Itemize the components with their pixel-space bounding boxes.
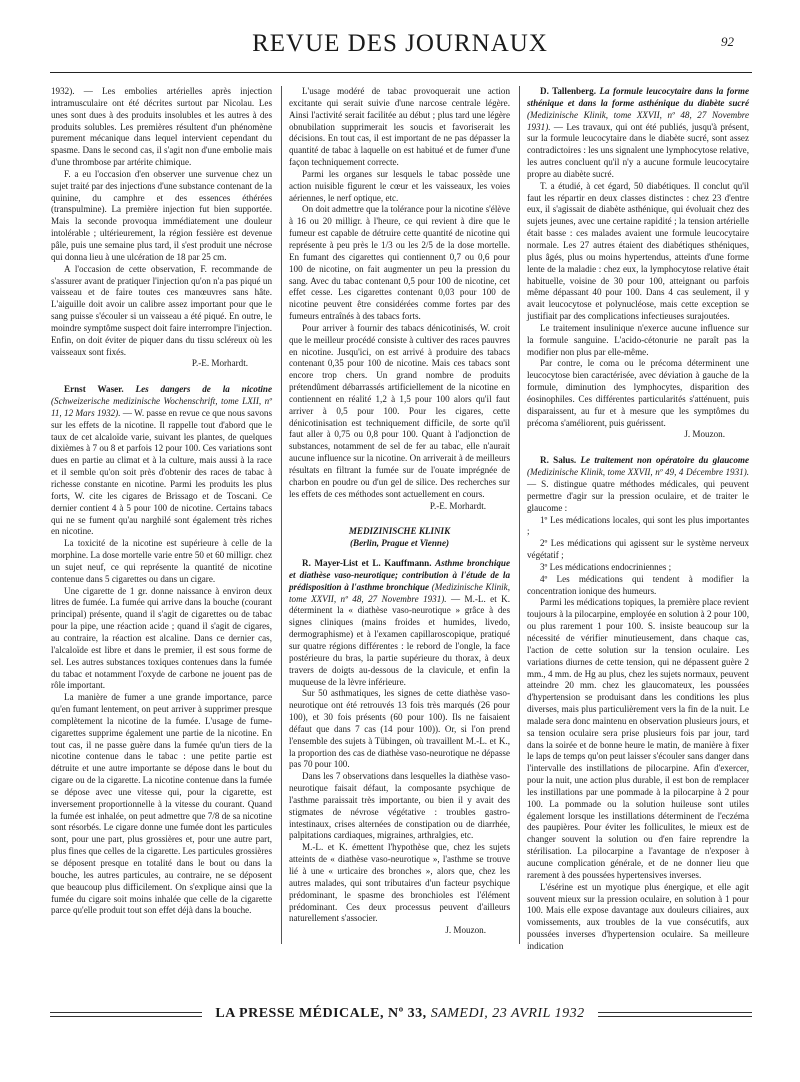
paragraph: Sur 50 asthmatiques, les signes de cette diathèse vaso-neurotique ont été retrouvés 13 fois très marqués (26 pour 100), et 30 fois présents (60 pour 100). Ils ne faisaient défaut que dans 7 cas (14 pour 100)). Or, si l'on prend l'ensemble des sujets à Tübingen, où travaillent M.-L. et K., la proportion des cas de diathèse vaso-neurotique ne dépasse pas 70 pour 100.: [289, 688, 510, 770]
article-title: La formule leucocytaire dans la forme sthénique et dans la forme asthénique du diabète sucré: [527, 86, 750, 108]
article-title: Asthme bronchique et diathèse vaso-neurotique; contribution à l'étude de la prédisposition à l'asthme bronchique: [289, 558, 510, 592]
column-3: [527, 86, 749, 953]
paragraph: Parmi les médications topiques, la première place revient toujours à la pilocarpine, employée en solution à 2 pour 100, ou plus rarement 1 pour 100. S. insiste beaucoup sur la nécessité de vérifier minutieusement, dans chaque cas, l'action de cette solution sur la tension oculaire. Les variations diurnes de cette tension, qui ne dépassent guère 2 mm., 4 mm. de Hg au plus, chez les sujets normaux, peuvent atteindre 20 mm. chez les glaucomateux, les poussées d'hypertension se produisant dans les conditions les plus diverses, mais plus particulièrement vers la fin de la nuit. Le malade sera donc maintenu en observation plusieurs jours, et sa tension oculaire sera prise plusieurs fois par jour, tard dans la soirée et de bonne heure le matin, de manière à fixer le laps de temps qu'on peut laisser s'écouler sans danger dans l'intervalle des instillations de pilocarpine. Afin d'exercer, pour la nuit, une action plus durable, il est bon de remplacer les instillations par une pommade à la pilocarpine à 2 pour 100. La pommade ou la solution huileuse sont utiles également lorsque les instillations déterminent de l'eczéma des paupières. Pour éviter les folliculites, le mieux est de changer souvent la solution ou d'en faire reprendre la stérilisation. La pilocarpine a l'avantage de n'exposer à aucune complication générale, et de ne donner lieu que rarement à des poussées hypertensives inverses.: [527, 597, 749, 880]
article-paragraph: [289, 558, 510, 688]
article-paragraph: [527, 455, 749, 514]
section-subtitle: (Berlin, Prague et Vienne): [349, 538, 450, 549]
paragraph: T. a étudié, à cet égard, 50 diabétiques. Il conclut qu'il faut les répartir en deux classes distinctes : chez 23 d'entre eux, il s'agissait de diabète asthénique, qui évoluait chez des sujets jeunes, avec une certaine rapidité ; la tension artérielle était basse : ces malades avaient une formule leucocytaire normale. Les 27 autres étaient des diabétiques sthéniques, plus âgés, plus ou moins hypertendus, atteints d'une forme lente de la maladie : chez eux, la lymphocytose relative était habituelle, voisine de 30 pour 100, atteignant ou parfois même dépassant 40 pour 100. Dans 4 cas seulement, il y avait leucocytose et polynucléose, mais cette exception se justifiait par des complications infectieuses surajoutées.: [527, 180, 749, 322]
article-paragraph: [51, 384, 272, 538]
paragraph: — M.-L. et K. déterminent la « diathèse vaso-neurotique » grâce à des signes cliniques (mains froides et humides, livedo, dermographisme) et à l'examen capillaroscopique, pratiqué sur quatre régions différentes : le rebord de l'ongle, la face postérieure du bras, la partie supérieure du thorax, à deux travers de doigts au-dessous de la clavicule, et enfin la muqueuse de la lèvre inférieure.: [289, 593, 510, 687]
paragraph: Par contre, le coma ou le précoma déterminent une leucocytose bien caractérisée, avec déviation à gauche de la formule, diminution des lymphocytes, disparition des éosinophiles. Ces différentes particularités s'atténuent, puis disparaissent, au fur et à mesure que les symptômes du précoma s'améliorent, puis guérissent.: [527, 358, 749, 428]
signature: P.-E. Morhardt.: [191, 358, 248, 369]
paragraph: Parmi les organes sur lesquels le tabac possède une action nuisible figurent le cœur et les vaisseaux, les voies aériennes, le nerf optique, etc.: [289, 168, 510, 203]
paragraph: M.-L. et K. émettent l'hypothèse que, chez les sujets atteints de « diathèse vaso-neurotique », l'asthme se trouve lié à une « urticaire des bronches », alors que, chez les autres malades, qui sont tributaires d'un facteur psychique prédominant, le spasme des bronchioles est l'élément prédominant. Ces deux processus peuvent d'ailleurs naturellement s'associer.: [289, 842, 510, 924]
page-header: [0, 26, 800, 70]
paragraph: Pour arriver à fournir des tabacs dénicotinisés, W. croit que le meilleur procédé consiste à cultiver des races pauvres en nicotine. Jusqu'ici, on est arrivé à produire des tabacs contenant 0,35 pour 100 de nicotine. Mais ces tabacs sont encore trop chers. Un grand nombre de produits prétendûment débarrassés artificiellement de la nicotine en contiennent en réalité 1,2 à 1,5 pour 100 alors qu'il faut arriver à 0,5 pour 100. Pour les cigares, cette dénicotinisation est techniquement difficile, de sorte qu'il faut aller à 0,75 ou 0,8 pour 100. Quant à l'adjonction de substances, notamment de sel de fer au tabac, elle n'aurait aucune influence sur la nicotine. On arriverait à de meilleurs résultats en filtrant la fumée sur de l'ouate imprégnée de charbon en poudre ou d'un gel de silice. Des recherches sur les effets de ces méthodes sont actuellement en cours.: [289, 322, 510, 499]
article-reference: (Schweizerische medizinische Wochenschrift, tome LXII, nº 11, 12 Mars 1932).: [51, 396, 272, 418]
paragraph: A l'occasion de cette observation, F. recommande de s'assurer avant de pratiquer l'injection qu'on n'a pas piqué un vaisseau et de faire toutes ces manœuvres sans hâte. L'aiguille doit avoir un calibre assez important pour que le sang puisse s'écouler si un vaisseau a été piqué. En outre, le moindre symptôme suspect doit faire interrompre l'injection. Enfin, on doit éviter de piquer dans du tissu scléreux où les vaisseaux sont fixés.: [51, 263, 272, 357]
journal-section-title: REVUE DES JOURNAUX: [252, 30, 548, 57]
paragraph: — Les travaux, qui ont été publiés, jusqu'à présent, sur la formule leucocytaire dans le diabète sucré, sont assez contradictoires : les uns signalent une lymphocytose relative, les autres concluent qu'il n'y a aucune formule leucocytaire propre au diabète sucré.: [527, 121, 750, 179]
column-2: [289, 86, 510, 951]
list-item: 1º Les médications locales, qui sont les plus importantes ;: [527, 514, 749, 537]
footer-date: SAMEDI, 23 AVRIL 1932: [430, 1006, 585, 1021]
paragraph: La toxicité de la nicotine est supérieure à celle de la morphine. La dose mortelle varie entre 50 et 60 milligr. chez un sujet neuf, ce qui représente la quantité de nicotine contenue dans 5 cigarettes ou dans un cigare.: [51, 538, 272, 584]
paragraph: Le traitement insulinique n'exerce aucune influence sur la formule sanguine. L'acido-cétonurie ne paraît pas la modifier non plus par elle-même.: [527, 322, 749, 357]
column-divider: [281, 86, 282, 944]
article-author: Ernst Waser.: [64, 384, 124, 395]
footer-journal: LA PRESSE MÉDICALE, Nº 33,: [215, 1006, 427, 1021]
footer-text: [0, 1006, 800, 1022]
article-title: Le traitement non opératoire du glaucome: [580, 455, 749, 466]
article-author: R. Salus.: [540, 455, 577, 466]
paragraph: L'usage modéré de tabac provoquerait une action excitante qui serait suivie d'une narcose centrale légère. Ainsi l'activité serait facilitée au début ; plus tard une légère obnubilation supprimerait les soucis et favoriserait les décisions. En tout cas, il est important de ne pas dépasser la quantité de tabac à laquelle on est habitué et de fumer d'une façon techniquement correcte.: [289, 86, 510, 168]
article-author: R. Mayer-List et L. Kauffmann.: [302, 558, 432, 569]
paragraph: — S. distingue quatre méthodes médicales, qui peuvent permettre d'agir sur la pression oculaire, et de traiter le glaucome :: [527, 479, 749, 513]
paragraph: L'ésérine est un myotique plus énergique, et elle agit souvent mieux sur la pression oculaire, en solution à 1 pour 100. Mais elle expose davantage aux douleurs ciliaires, aux vomissements, aux troubles de la vue consécutifs, aux poussées inverses d'hypertension oculaire. Sa meilleure indication: [527, 881, 749, 951]
article-reference: (Medizinische Klinik, tome XXVII, nº 48, 27 Novembre 1931).: [527, 109, 749, 132]
paragraph: La manière de fumer a une grande importance, parce qu'en fumant lentement, on peut arriver à supprimer presque complètement la nicotine de la fumée. L'usage de fume-cigarettes supprime également une partie de la nicotine. En tout cas, il ne passe guère dans la fumée qu'un tiers de la nicotine contenue dans le tabac : une petite partie est détruite et une autre importante se dépose dans le bout du cigare ou de la cigarette. La nicotine contenue dans la fumée se dépose avec une vitesse qui, pour la cigarette, est inversement proportionnelle à la vitesse du courant. Quand la fumée est inhalée, on peut admettre que 7/8 de sa nicotine sont résorbés. Le cigare donne une fumée dont les particules sont, pour une part, plus grossières et, pour une autre part, plus fines que celles de la cigarette. Les particules grossières se déposent presque en totalité dans le bout ou dans la bouche, les autres particules, au contraire, ne se déposent que beaucoup plus difficilement. On s'explique ainsi que la fumée du cigare soit moins inhalée que celle de la cigarette parce qu'elle produit tout son effet déjà dans la bouche.: [51, 692, 272, 916]
signature: J. Mouzon.: [684, 429, 725, 440]
article-reference: (Medizinische Klinik, tome XXVII, nº 49, 4 Décembre 1931).: [527, 467, 749, 478]
section-title: MEDIZINISCHE KLINIK: [348, 526, 451, 537]
paragraph: F. a eu l'occasion d'en observer une survenue chez un sujet traité par des injections d'une substance contenant de la quinine, du camphre et des essences éthérées (transpulmine). La première injection fut bien supportée. Mais la seconde provoqua immédiatement une douleur intolérable ; ultérieurement, la région fessière est devenue pâle, puis une semaine plus tard, il s'est produit une nécrose qui donna lieu à une ulcération de 18 par 25 cm.: [51, 168, 272, 262]
list-item: 3º Les médications endocriniennes ;: [540, 561, 672, 572]
article-title: Les dangers de la nicotine: [135, 384, 272, 395]
header-rule: [50, 72, 752, 73]
paragraph: 1932). — Les embolies artérielles après injection intramusculaire ont été décrites surtout par Nicolau. Les unes sont dues à des produits insolubles et les autres à des produits solubles. Les premières résultent d'un phénomène purement mécanique dans lequel intervient cependant du spasme. Dans le second cas, il s'agit non d'une embolie mais d'une thrombose par artérite chimique.: [51, 86, 272, 168]
page-footer: [0, 1006, 800, 1030]
paragraph: On doit admettre que la tolérance pour la nicotine s'élève à 16 ou 20 milligr. à l'heure, ce qui revient à dire que le fumeur est capable de détruire cette quantité de nicotine qui représente à peu près le 1/3 ou les 2/5 de la dose mortelle. En fumant des cigarettes qui contiennent 0,7 ou 0,6 pour 100 de nicotine, on fait augmenter un peu la pression du sang. Avec du tabac contenant 0,5 pour 100 de nicotine, cet effet cesse. Les cigarettes contenant 0,03 pour 100 de nicotine peuvent être considérées comme fortes par des fumeurs entraînés à des tabacs forts.: [289, 204, 510, 322]
column-1: [51, 86, 272, 917]
signature: P.-E. Morhardt.: [429, 500, 486, 511]
page-number: 92: [721, 34, 734, 49]
signature: J. Mouzon.: [445, 925, 486, 936]
list-item: 4º Les médications qui tendent à modifier la concentration ionique des humeurs.: [527, 573, 749, 596]
list-item: 2º Les médications qui agissent sur le système nerveux végétatif ;: [527, 538, 749, 561]
article-paragraph: [527, 86, 749, 181]
paragraph: — W. passe en revue ce que nous savons sur les effets de la nicotine. Il rappelle tout d'abord que le taux de cet alcaloïde varie, suivant les plantes, de quelques dixièmes à 7 ou 8 et parfois 12 pour 100. Ces variations sont dues en partie au climat et à la culture, mais aussi à la race et il semble qu'on soit près d'obtenir des races de tabac à richesse constante en nicotine. Parmi les produits les plus forts, W. cite les cigares de Brissago et de Toscani. Ce dernier contient 4 à 5 pour 100 de nicotine. Certains tabacs qui ne se fument qu'au narghilé sont également très riches en nicotine.: [51, 407, 273, 537]
article-reference: (Medizinische Klinik, tome XXVII, nº 48, 27 Novembre 1931).: [289, 581, 510, 604]
paragraph: Une cigarette de 1 gr. donne naissance à environ deux litres de fumée. La fumée qui arrive dans la bouche (courant principal) présente, quand il s'agit de cigarettes ou de tabac pour la pipe, une réaction acide ; quand il s'agit de cigares, au contraire, la réaction est alcaline. Dans ce dernier cas, l'alcaloïde est libre et dans le premier, il est sous forme de sel. Les autres substances toxiques contenues dans la fumée du tabac et notamment l'oxyde de carbone ne jouent pas de rôle important.: [51, 585, 272, 691]
column-divider: [519, 86, 520, 944]
article-author: D. Tallenberg.: [540, 86, 596, 96]
paragraph: Dans les 7 observations dans lesquelles la diathèse vaso-neurotique faisait défaut, la composante psychique de l'asthme paraissait très importante, ou bien il y avait des stigmates de névrose végétative : troubles gastro-intestinaux, crises alternées de constipation ou de diarrhée, palpitations cardiaques, migraines, arthralgies, etc.: [289, 771, 510, 841]
